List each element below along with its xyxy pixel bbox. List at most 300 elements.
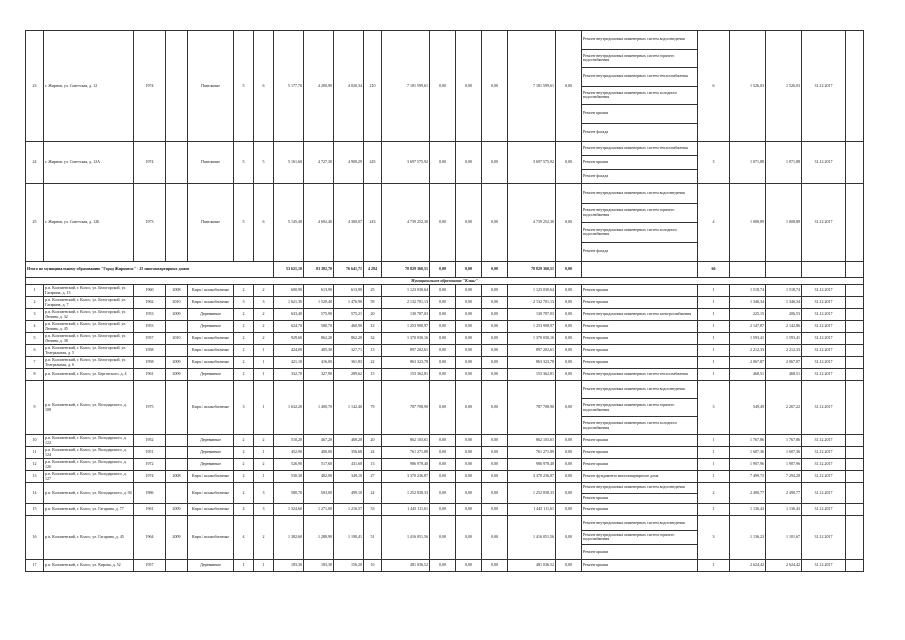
empty-cell (846, 357, 864, 369)
fund-sum: 0,00 (430, 262, 456, 278)
work-item: Ремонт крыши (583, 461, 609, 467)
build-year-cell: 1961 (134, 369, 166, 381)
build-year-cell: 1957 (134, 559, 166, 571)
empty-cell (846, 471, 864, 483)
unit-cost-limit-cell: 2 067,87 (766, 357, 802, 369)
residential-area-cell: 4 900,29 (334, 142, 364, 184)
row-number: 24 (26, 142, 44, 184)
premises-area-cell: 503,00 (304, 483, 334, 504)
residential-area-cell: 4 300,07 (334, 184, 364, 262)
cost-total-cell: 1 123 030,64 (382, 285, 430, 297)
fund-cell: 0,00 (456, 297, 482, 309)
works-count-cell: 1 (698, 345, 730, 357)
works-list-cell (582, 333, 698, 345)
fund-cell: 0,00 (556, 435, 582, 447)
total-row (26, 262, 864, 278)
address-cell: р.п. Коломенский, г. Колос, ул. Белогорской, ул. Гагарина, д. 13 (44, 285, 134, 297)
last-repair-year-cell: 2009 (166, 504, 188, 516)
row-number: 16 (26, 516, 44, 560)
fund-cell: 0,00 (430, 333, 456, 345)
unit-cost-limit-cell: 1 607,36 (766, 447, 802, 459)
entrances-cell: 3 (254, 504, 274, 516)
last-repair-year-cell (166, 345, 188, 357)
unit-cost-limit-cell: 206,53 (766, 309, 802, 321)
floors-cell: 2 (234, 447, 254, 459)
row-number: 5 (26, 333, 44, 345)
fund-cell: 0,00 (482, 435, 508, 447)
fund-cell: 0,00 (430, 483, 456, 504)
work-item: Ремонт внутридомовых инженерных систем горячего водоснабжения (582, 399, 697, 417)
unit-cost-cell: 2 067,87 (730, 357, 766, 369)
residential-area-cell: 361,83 (334, 357, 364, 369)
cost-total-cell: 3 697 575,92 (382, 142, 430, 184)
address-cell: р.п. Коломенский, г. Колос, ул. Гагарина, д. 45 (44, 516, 134, 560)
empty-cell (766, 262, 802, 278)
floors-cell: 2 (234, 471, 254, 483)
build-year-cell: 1958 (134, 345, 166, 357)
fund-cell: 0,00 (482, 459, 508, 471)
work-item: Ремонт внутридомовых инженерных систем горячего водоснабжения (582, 204, 697, 224)
table-row (26, 184, 864, 262)
row-number: 9 (26, 381, 44, 435)
address-cell: р.п. Коломенский, г. Колос, ул. Белогорской, ул. Театральная, д. 6 (44, 357, 134, 369)
wall-material-cell: Панельные (188, 184, 234, 262)
fund-cell: 0,00 (430, 381, 456, 435)
fund-cell: 0,00 (482, 381, 508, 435)
deadline-cell: 31.12.2017 (802, 559, 846, 571)
address-cell: г. Жирнов, ул. Советская, д. 12Б (44, 184, 134, 262)
works-count-cell: 2 (698, 483, 730, 504)
empty-cell (846, 142, 864, 184)
fund-cell: 0,00 (556, 142, 582, 184)
owners-funds-cell: 787 708,90 (508, 381, 556, 435)
address-cell: р.п. Коломенский, г. Колос, ул. Володарского, д. 94 (44, 483, 134, 504)
work-item: Ремонт фундамента многоквартирного дома (583, 473, 659, 479)
build-year-cell: 1964 (134, 516, 166, 560)
owners-funds-cell: 761 271,89 (508, 447, 556, 459)
address-cell: р.п. Коломенский, г. Колос, ул. Белогорской, ул. Театральная, д. 5 (44, 345, 134, 357)
fund-cell: 0,00 (482, 471, 508, 483)
work-item: Ремонт внутридомовых инженерных систем горячего водоснабжения (582, 531, 697, 546)
owners-funds-cell: 481 036,52 (508, 559, 556, 571)
row-number: 14 (26, 483, 44, 504)
address-cell: р.п. Коломенский, г. Колос, ул. Гагарина, д. 77 (44, 504, 134, 516)
empty-cell (846, 447, 864, 459)
work-item: Ремонт крыши (583, 287, 609, 293)
floors-cell: 2 (234, 483, 254, 504)
residents-cell: 20 (364, 309, 382, 321)
works-count-cell: 3 (698, 516, 730, 560)
table-row (26, 369, 864, 381)
work-item: Ремонт внутридомовых инженерных систем водоотведения (582, 381, 697, 399)
entrances-cell: 6 (254, 31, 274, 142)
unit-cost-cell: 1 907,96 (730, 459, 766, 471)
deadline-cell: 31.12.2017 (802, 459, 846, 471)
entrances-cell: 1 (254, 369, 274, 381)
total-area-cell: 624,70 (274, 321, 304, 333)
unit-cost-cell: 1 593,41 (730, 333, 766, 345)
fund-cell: 0,00 (456, 369, 482, 381)
fund-cell: 0,00 (456, 471, 482, 483)
address-cell: р.п. Коломенский, г. Колос, ул. Володарского, д. 108 (44, 381, 134, 435)
works-count-sum: 66 (698, 262, 730, 278)
table-row (26, 31, 864, 142)
total-area-cell: 424,00 (274, 345, 304, 357)
works-list-cell (582, 357, 698, 369)
residents-cell: 24 (364, 447, 382, 459)
works-list-cell (582, 381, 698, 435)
works-list-cell (582, 345, 698, 357)
work-item: Ремонт внутридомовых инженерных систем водоотведения (582, 31, 697, 50)
wall-material-cell: Кирп./ шлакоблочные (188, 297, 234, 309)
last-repair-year-cell: 2009 (166, 357, 188, 369)
owners-funds-sum: 78 829 360,51 (508, 262, 556, 278)
floors-cell: 4 (234, 516, 254, 560)
table-row (26, 321, 864, 333)
unit-cost-limit-cell: 7 294,28 (766, 471, 802, 483)
address-cell: р.п. Коломенский, г. Колос, ул. Белогорской, ул. Ленина, д. 38 (44, 333, 134, 345)
fund-cell: 0,00 (556, 459, 582, 471)
fund-cell: 0,00 (482, 309, 508, 321)
cost-total-cell: 862 103,61 (382, 435, 430, 447)
table-row (26, 447, 864, 459)
address-cell: р.п. Коломенский, г. Колос, ул. Кирова, д. 52 (44, 559, 134, 571)
fund-cell: 0,00 (456, 435, 482, 447)
unit-cost-limit-cell: 1 767,86 (766, 435, 802, 447)
residents-cell: 32 (364, 333, 382, 345)
wall-material-cell: Кирп./ шлакоблочные (188, 483, 234, 504)
unit-cost-limit-cell: 1 526,03 (766, 31, 802, 142)
wall-material-cell: Деревянные (188, 459, 234, 471)
fund-cell: 0,00 (456, 31, 482, 142)
address-cell: г. Жирнов, ул. Советская, д. 12А (44, 142, 134, 184)
work-item: Ремонт крыши (583, 437, 609, 443)
table-row (26, 297, 864, 309)
works-list-cell (582, 309, 698, 321)
fund-cell: 0,00 (456, 447, 482, 459)
table-row (26, 309, 864, 321)
register-sheet (25, 30, 863, 572)
unit-cost-cell: 7 499,73 (730, 471, 766, 483)
unit-cost-cell: 1 607,36 (730, 447, 766, 459)
residents-cell: 210 (364, 31, 382, 142)
residents-cell: 24 (364, 483, 382, 504)
premises-area-cell: 482,90 (304, 471, 334, 483)
total-area-cell: 5 145,40 (274, 184, 304, 262)
fund-cell: 0,00 (456, 184, 482, 262)
build-year-cell: 1961 (134, 504, 166, 516)
wall-material-cell: Кирп./ шлакоблочные (188, 357, 234, 369)
fund-cell: 0,00 (430, 345, 456, 357)
last-repair-year-cell: 2008 (166, 285, 188, 297)
work-item: Ремонт фасада (583, 248, 609, 254)
fund-cell: 0,00 (430, 285, 456, 297)
empty-cell (846, 435, 864, 447)
entrances-cell: 1 (254, 345, 274, 357)
unit-cost-limit-cell: 1 907,96 (766, 459, 802, 471)
cost-total-cell: 153 362,81 (382, 369, 430, 381)
row-number: 13 (26, 471, 44, 483)
entrances-cell: 1 (254, 559, 274, 571)
residents-cell: 20 (364, 435, 382, 447)
entrances-cell: 1 (254, 471, 274, 483)
residents-cell: 243 (364, 184, 382, 262)
address-cell: р.п. Коломенский, г. Колос, ул. Белогорской, ул. Ленина, д. 45 (44, 321, 134, 333)
owners-funds-cell: 3 697 575,92 (508, 142, 556, 184)
municipality-title: Муниципальное образование "Клинг" (26, 278, 864, 285)
register-body (26, 31, 864, 572)
residents-cell: 12 (364, 321, 382, 333)
build-year-cell: 1974 (134, 31, 166, 142)
last-repair-year-cell (166, 435, 188, 447)
owners-funds-cell: 1 445 111,61 (508, 504, 556, 516)
municipality-header-row (26, 278, 864, 285)
fund-cell: 0,00 (456, 516, 482, 560)
table-row (26, 381, 864, 435)
fund-cell: 0,00 (456, 333, 482, 345)
total-area-cell: 1 324,60 (274, 504, 304, 516)
wall-material-cell: Кирп./ шлакоблочные (188, 471, 234, 483)
empty-cell (846, 345, 864, 357)
fund-cell: 0,00 (556, 504, 582, 516)
residents-cell: 27 (364, 471, 382, 483)
fund-cell: 0,00 (482, 447, 508, 459)
entrances-cell: 2 (254, 321, 274, 333)
residents-cell: 15 (364, 369, 382, 381)
work-item: Ремонт крыши (582, 156, 697, 170)
residential-area-cell: 1 216,57 (334, 504, 364, 516)
floors-cell: 2 (234, 369, 254, 381)
premises-area-cell: 400,00 (304, 447, 334, 459)
fund-cell: 0,00 (430, 471, 456, 483)
works-count-cell: 1 (698, 471, 730, 483)
work-item: Ремонт крыши (583, 347, 609, 353)
floors-cell: 5 (234, 184, 254, 262)
fund-cell: 0,00 (430, 142, 456, 184)
last-repair-year-cell: 2010 (166, 297, 188, 309)
unit-cost-limit-cell: 2 142,86 (766, 321, 802, 333)
works-count-cell: 1 (698, 321, 730, 333)
row-number: 25 (26, 184, 44, 262)
residential-area-cell: 4 020,34 (334, 31, 364, 142)
empty-cell (846, 483, 864, 504)
fund-cell: 0,00 (556, 369, 582, 381)
last-repair-year-cell: 2010 (166, 333, 188, 345)
unit-cost-limit-cell: 2 624,42 (766, 559, 802, 571)
floors-cell: 2 (234, 459, 254, 471)
works-list-cell (582, 516, 698, 560)
premises-area-cell: 183,30 (304, 559, 334, 571)
total-area-cell: 929,60 (274, 333, 304, 345)
fund-cell: 0,00 (482, 184, 508, 262)
last-repair-year-cell (166, 447, 188, 459)
unit-cost-cell: 1 071,88 (730, 142, 766, 184)
cost-total-cell: 1 416 051,56 (382, 516, 430, 560)
premises-area-cell: 4 200,90 (304, 31, 334, 142)
floors-cell: 1 (234, 559, 254, 571)
total-area-cell: 530,30 (274, 471, 304, 483)
works-list-cell (582, 142, 698, 184)
empty-cell (846, 459, 864, 471)
owners-funds-cell: 4 739 252,30 (508, 184, 556, 262)
fund-cell: 0,00 (482, 345, 508, 357)
work-item: Ремонт крыши (583, 335, 609, 341)
work-item: Ремонт крыши (583, 359, 609, 365)
unit-cost-cell: 1 008,89 (730, 184, 766, 262)
total-area-cell: 1 382,60 (274, 516, 304, 560)
fund-cell: 0,00 (430, 369, 456, 381)
works-list-cell (582, 471, 698, 483)
fund-cell: 0,00 (482, 357, 508, 369)
unit-cost-limit-cell: 1 518,74 (766, 285, 802, 297)
works-list-cell (582, 285, 698, 297)
fund-cell: 0,00 (482, 333, 508, 345)
fund-cell: 0,00 (430, 516, 456, 560)
total-area-cell: 332,70 (274, 369, 304, 381)
fund-cell: 0,00 (430, 447, 456, 459)
work-item: Ремонт внутридомовых инженерных систем электроснабжения (583, 311, 692, 317)
total-area-cell: 510,20 (274, 435, 304, 447)
works-count-cell: 1 (698, 447, 730, 459)
build-year-cell: 1974 (134, 142, 166, 184)
empty-cell (846, 309, 864, 321)
residential-area-cell: 613,90 (334, 285, 364, 297)
last-repair-year-cell (166, 142, 188, 184)
residential-area-cell: 356,68 (334, 447, 364, 459)
unit-cost-limit-cell: 468,51 (766, 369, 802, 381)
address-cell: р.п. Коломенский, г. Колос, ул. Володарского, д. 122 (44, 435, 134, 447)
premises-area-cell: 1 400,70 (304, 381, 334, 435)
build-year-cell: 1960 (134, 285, 166, 297)
wall-material-cell: Панельные (188, 142, 234, 184)
works-list-cell (582, 504, 698, 516)
empty-cell (846, 321, 864, 333)
deadline-cell: 31.12.2017 (802, 504, 846, 516)
fund-cell: 0,00 (556, 297, 582, 309)
last-repair-year-cell (166, 31, 188, 142)
work-item: Ремонт крыши (583, 449, 609, 455)
residents-cell: 25 (364, 285, 382, 297)
residential-area-cell: 289,62 (334, 369, 364, 381)
work-item: Ремонт крыши (582, 105, 697, 124)
residential-area-cell: 468,20 (334, 435, 364, 447)
owners-funds-cell: 153 362,81 (508, 369, 556, 381)
works-count-cell: 1 (698, 504, 730, 516)
cost-total-cell: 897 202,61 (382, 345, 430, 357)
total-area-cell: 183,30 (274, 559, 304, 571)
work-item: Ремонт фасада (583, 128, 609, 134)
fund-cell: 0,00 (482, 297, 508, 309)
deadline-cell: 31.12.2017 (802, 516, 846, 560)
row-number: 2 (26, 297, 44, 309)
floors-cell: 5 (234, 31, 254, 142)
works-count-cell: 1 (698, 285, 730, 297)
build-year-cell: 1974 (134, 471, 166, 483)
unit-cost-cell: 2 212,33 (730, 345, 766, 357)
cost-total-cell: 863 323,78 (382, 357, 430, 369)
unit-cost-cell: 1 518,74 (730, 285, 766, 297)
table-row (26, 285, 864, 297)
works-count-cell: 1 (698, 435, 730, 447)
address-cell: р.п. Коломенский, г. Колос, ул. Бергатского, д. 4 (44, 369, 134, 381)
residential-area-cell: 156,20 (334, 559, 364, 571)
cost-sum: 78 829 360,51 (382, 262, 430, 278)
empty-cell (846, 559, 864, 571)
table-row (26, 435, 864, 447)
wall-material-cell: Кирп./ шлакоблочные (188, 285, 234, 297)
fund-cell: 0,00 (456, 357, 482, 369)
fund-cell: 0,00 (482, 559, 508, 571)
entrances-cell: 6 (254, 184, 274, 262)
last-repair-year-cell (166, 483, 188, 504)
floors-cell: 2 (234, 321, 254, 333)
residents-cell: 13 (364, 345, 382, 357)
empty-cell (730, 262, 766, 278)
last-repair-year-cell: 2009 (166, 309, 188, 321)
wall-material-cell: Кирп./ шлакоблочные (188, 516, 234, 560)
residents-cell: 13 (364, 459, 382, 471)
floors-cell: 4 (234, 504, 254, 516)
work-item: Ремонт крыши (583, 299, 609, 305)
work-item: Ремонт внутридомовых инженерных систем холодного водоснабжения (582, 87, 697, 106)
work-item: Ремонт внутридомовых инженерных систем водоотведения (582, 184, 697, 204)
table-row (26, 142, 864, 184)
residential-area-cell: 349,10 (334, 471, 364, 483)
unit-cost-cell: 1 767,86 (730, 435, 766, 447)
unit-cost-cell: 468,51 (730, 369, 766, 381)
entrances-cell: 2 (254, 435, 274, 447)
empty-cell (846, 369, 864, 381)
wall-material-cell: Деревянные (188, 369, 234, 381)
premises-area-cell: 580,70 (304, 321, 334, 333)
fund-sum: 0,00 (556, 262, 582, 278)
works-list-cell (582, 459, 698, 471)
residents-cell: 22 (364, 357, 382, 369)
work-item: Ремонт крыши (583, 494, 609, 500)
fund-cell: 0,00 (430, 357, 456, 369)
wall-material-cell: Деревянные (188, 435, 234, 447)
fund-cell: 0,00 (456, 345, 482, 357)
deadline-cell: 31.12.2017 (802, 142, 846, 184)
deadline-cell: 31.12.2017 (802, 345, 846, 357)
deadline-cell: 31.12.2017 (802, 31, 846, 142)
deadline-cell: 31.12.2017 (802, 471, 846, 483)
deadline-cell: 31.12.2017 (802, 333, 846, 345)
last-repair-year-cell (166, 184, 188, 262)
residential-area-cell: 575,21 (334, 309, 364, 321)
works-list-cell (582, 483, 698, 504)
residential-area-cell: 862,20 (334, 333, 364, 345)
fund-cell: 0,00 (556, 516, 582, 560)
row-number: 23 (26, 31, 44, 142)
row-number: 11 (26, 447, 44, 459)
premises-area-cell: 575,90 (304, 309, 334, 321)
fund-cell: 0,00 (482, 321, 508, 333)
fund-cell: 0,00 (556, 381, 582, 435)
deadline-cell: 31.12.2017 (802, 483, 846, 504)
fund-cell: 0,00 (430, 184, 456, 262)
table-row (26, 357, 864, 369)
fund-cell: 0,00 (482, 31, 508, 142)
deadline-cell: 31.12.2017 (802, 309, 846, 321)
empty-cell (846, 285, 864, 297)
table-row (26, 345, 864, 357)
fund-cell: 0,00 (556, 31, 582, 142)
cost-total-cell: 986 978,40 (382, 459, 430, 471)
residents-cell: 53 (364, 504, 382, 516)
fund-cell: 0,00 (430, 435, 456, 447)
total-label: Итого по муниципальному образованию "Город Жирновск" - 25 многоквартирных домов (26, 262, 274, 278)
